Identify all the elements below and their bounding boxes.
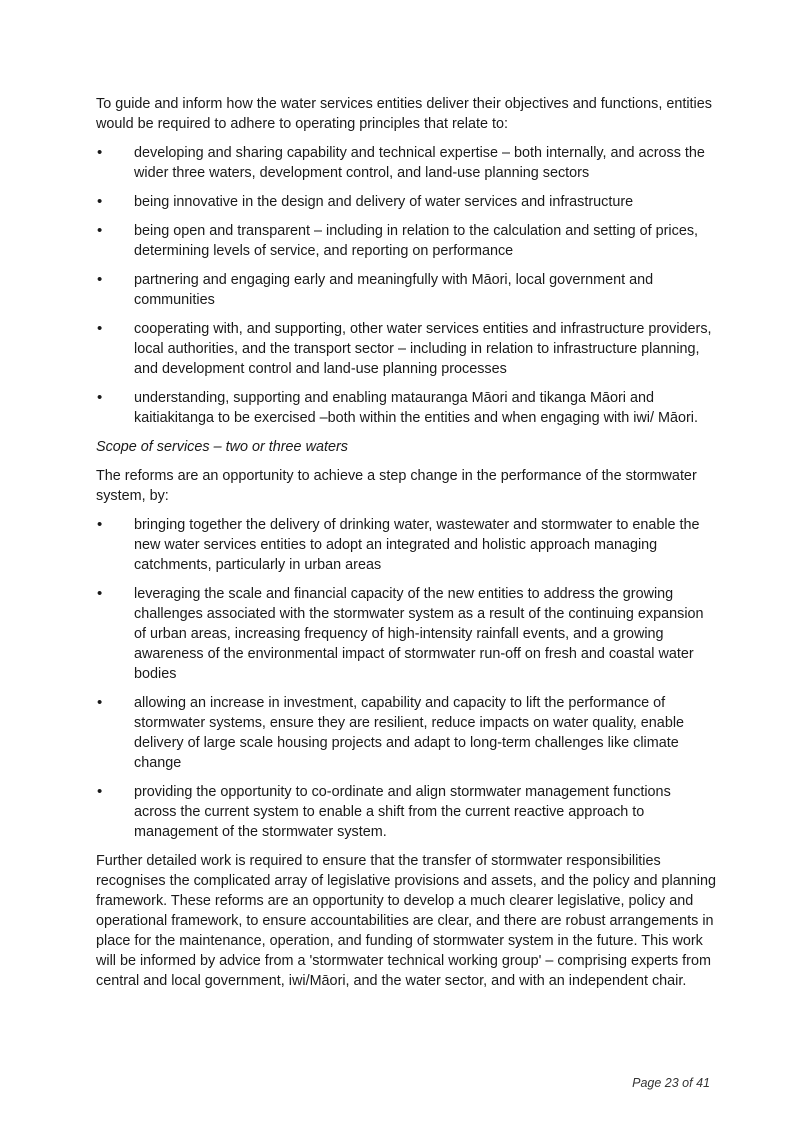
list-item: • developing and sharing capability and technical expertise – both internally, and across the wider three waters, development control, and land-use planning sectors <box>96 143 716 183</box>
list-item: • providing the opportunity to co-ordinate and align stormwater management functions across the current system to enable a shift from the current reactive approach to management of the stormwater system. <box>96 782 716 842</box>
document-page <box>96 94 716 1000</box>
list-item: • understanding, supporting and enabling matauranga Māori and tikanga Māori and kaitiakitanga to be exercised –both within the entities and when engaging with iwi/ Māori. <box>96 388 716 428</box>
list-item: • being open and transparent – including in relation to the calculation and setting of prices, determining levels of service, and reporting on performance <box>96 221 716 261</box>
list-item: • bringing together the delivery of drinking water, wastewater and stormwater to enable the new water services entities to adopt an integrated and holistic approach managing catchments, particularly in urban areas <box>96 515 716 575</box>
list-item: • cooperating with, and supporting, other water services entities and infrastructure providers, local authorities, and the transport sector – including in relation to infrastructure planning, and development control and land-use planning processes <box>96 319 716 379</box>
list-item: • partnering and engaging early and meaningfully with Māori, local government and communities <box>96 270 716 310</box>
section-heading: Scope of services – two or three waters <box>96 439 348 455</box>
operating-principles-list <box>96 143 716 428</box>
list-item: • being innovative in the design and delivery of water services and infrastructure <box>96 192 716 212</box>
intro-paragraph: To guide and inform how the water services entities deliver their objectives and functions, entities would be required to adhere to operating principles that relate to: <box>96 96 712 132</box>
closing-paragraph: Further detailed work is required to ensure that the transfer of stormwater responsibilities recognises the complicated array of legislative provisions and assets, and the policy and planning framework. These reforms are an opportunity to develop a much clearer legislative, policy and operational framework, to ensure accountabilities are clear, and there are robust arrangements in place for the maintenance, operation, and funding of stormwater system in the future. This work will be informed by advice from a 'stormwater technical working group' – comprising experts from central and local government, iwi/Māori, and the water sector, and with an independent chair. <box>96 853 716 989</box>
scope-list <box>96 515 716 842</box>
list-item: • allowing an increase in investment, capability and capacity to lift the performance of stormwater systems, ensure they are resilient, reduce impacts on water quality, enable delivery of large scale housing projects and adapt to long-term challenges like climate change <box>96 693 716 773</box>
page-number: Page 23 of 41 <box>632 1076 710 1090</box>
list-item: • leveraging the scale and financial capacity of the new entities to address the growing challenges associated with the stormwater system as a result of the continuing expansion of urban areas, increasing frequency of high-intensity rainfall events, and a growing awareness of the environmental impact of stormwater run-off on fresh and coastal water bodies <box>96 584 716 684</box>
scope-intro-paragraph: The reforms are an opportunity to achieve a step change in the performance of the stormwater system, by: <box>96 468 697 504</box>
